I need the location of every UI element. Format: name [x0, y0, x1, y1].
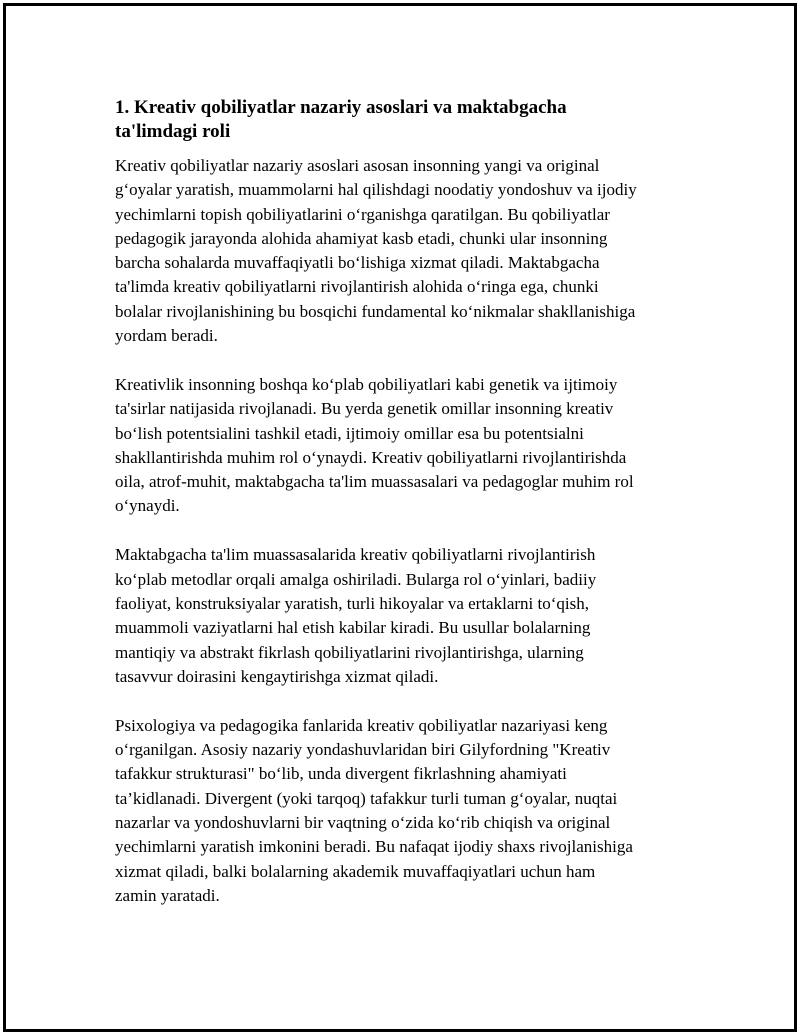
paragraph-1: Kreativ qobiliyatlar nazariy asoslari asosan insonning yangi va original g‘oyalar yaratish, muammolarni hal qilishdagi noodatiy yondoshuv va ijodiy yechimlarni topish qobiliyatlarini o‘rganishga qaratilgan. Bu qobiliyatlar pedagogik jarayonda alohida ahamiyat kasb etadi, chunki ular insonning barcha sohalarda muvaffaqiyatli bo‘lishiga xizmat qiladi. Maktabgacha ta'limda kreativ qobiliyatlarni rivojlantirish alohida o‘ringa ega, chunki bolalar rivojlanishining bu bosqichi fundamental ko‘nikmalar shakllanishiga yordam beradi.: [115, 156, 637, 346]
paragraph-4: Psixologiya va pedagogika fanlarida kreativ qobiliyatlar nazariyasi keng o‘rganilgan. Asosiy nazariy yondashuvlaridan biri Gilyfordning "Kreativ tafakkur strukturasi" bo‘lib, unda divergent fikrlashning ahamiyati ta’kidlanadi. Divergent (yoki tarqoq) tafakkur turli tuman g‘oyalar, nuqtai nazarlar va yondoshuvlarni bir vaqtning o‘zida ko‘rib chiqish va original yechimlarni yaratish imkonini beradi. Bu nafaqat ijodiy shaxs rivojlanishiga xizmat qiladi, balki bolalarning akademik muvaffaqiyatlari uchun ham zamin yaratadi.: [115, 715, 633, 905]
section-heading: 1. Kreativ qobiliyatlar nazariy asoslari va maktabgacha ta'limdagi roli: [115, 97, 567, 142]
paragraph-2: Kreativlik insonning boshqa ko‘plab qobiliyatlari kabi genetik va ijtimoiy ta'sirlar natijasida rivojlanadi. Bu yerda genetik omillar insonning kreativ bo‘lish potentsialini tashkil etadi, ijtimoiy omillar esa bu potentsialni shakllantirishda muhim rol o‘ynaydi. Kreativ qobiliyatlarni rivojlantirishda oila, atrof-muhit, maktabgacha ta'lim muassasalari va pedagoglar muhim rol o‘ynaydi.: [115, 374, 634, 516]
paragraph-3: Maktabgacha ta'lim muassasalarida kreativ qobiliyatlarni rivojlantirish ko‘plab metodlar orqali amalga oshiriladi. Bularga rol o‘yinlari, badiiy faoliyat, konstruksiyalar yaratish, turli hikoyalar va ertaklarni to‘qish, muammoli vaziyatlarni hal etish kabilar kiradi. Bu usullar bolalarning mantiqiy va abstrakt fikrlash qobiliyatlarini rivojlantirishga, ularning tasavvur doirasini kengaytirishga xizmat qiladi.: [115, 545, 597, 686]
document-body: [115, 95, 695, 933]
